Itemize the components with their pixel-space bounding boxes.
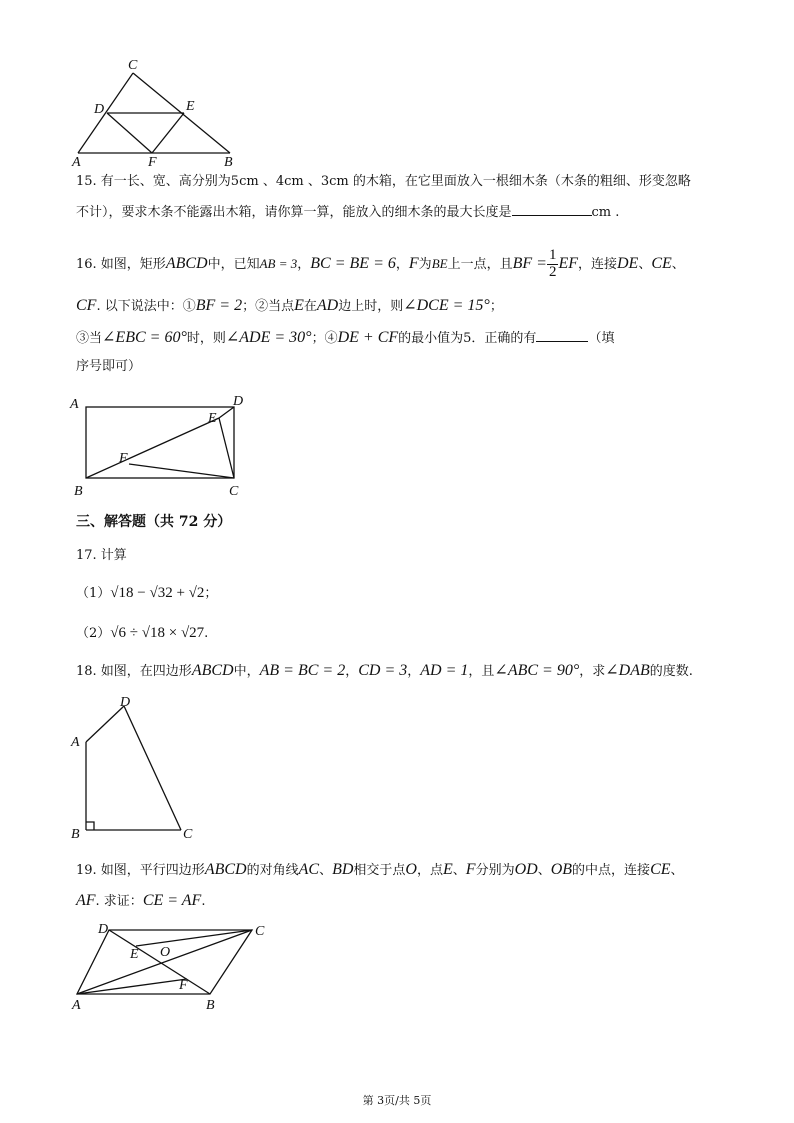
q19-line2: AF. 求证：CE = AF. [76, 892, 206, 909]
q15-line2 [76, 203, 619, 221]
svg-text:C: C [229, 484, 239, 499]
label-b: B [224, 155, 233, 170]
page-footer: 第 3页/共 5页 [362, 1094, 432, 1107]
svg-text:O: O [160, 945, 171, 960]
q16-line2: CF. 以下说法中：①BF = 2；②当点E在AD边上时，则∠DCE = 15°； [76, 297, 503, 314]
label-c: C [128, 58, 138, 73]
q15-unit: cm . [591, 205, 620, 220]
figure-quadrilateral-q18 [70, 690, 210, 850]
svg-text:B: B [74, 484, 83, 499]
figure-rectangle-q16 [70, 392, 260, 502]
label-e: E [186, 99, 195, 114]
svg-text:C: C [255, 924, 265, 939]
svg-text:B: B [71, 827, 80, 842]
svg-text:D: D [120, 695, 131, 710]
svg-text:F: F [179, 978, 188, 993]
fraction-half: $\frac{1}{2}$ [548, 247, 557, 280]
q19-line1: 19. 如图，平行四边形ABCD的对角线AC、BD相交于点O，点E、F分别为OD、OB的中点，连接CE、 [76, 861, 684, 878]
figure-parallelogram-q19 [70, 918, 270, 1018]
svg-text:E: E [208, 411, 217, 426]
svg-text:D: D [233, 394, 244, 409]
svg-text:A: A [71, 735, 80, 750]
svg-text:A: A [70, 397, 79, 412]
svg-text:F: F [119, 451, 128, 466]
figure-triangle-q14 [70, 56, 250, 172]
svg-text:B: B [206, 998, 215, 1013]
q16-answer-blank[interactable] [536, 329, 588, 342]
label-f: F [148, 155, 157, 170]
q17-part1: （1）√18 − √32 + √2； [76, 585, 218, 601]
q16-line1: 16. 如图，矩形ABCD中，已知AB = 3，BC = BE = 6，F为BE上一点，且BF = $\frac{1}{2}$ EF，连接DE、CE、 [76, 247, 685, 280]
q15-answer-blank[interactable] [512, 203, 592, 216]
q16-line4: 序号即可） [76, 359, 142, 374]
q17-title: 17. 计算 [76, 548, 127, 563]
q17-part2: （2）√6 ÷ √18 × √27. [76, 625, 209, 641]
label-a: A [72, 155, 81, 170]
svg-text:C: C [183, 827, 193, 842]
section-heading: 三、解答题（共 72 分） [76, 514, 232, 530]
label-d: D [94, 102, 105, 117]
q16-line3: ③当∠EBC = 60°时，则∠ADE = 30°；④DE + CF的最小值为5．正确的有 （填 [76, 329, 615, 346]
q15-text: 不计），要求木条不能露出木箱，请你算一算，能放入的细木条的最大长度是 [76, 205, 512, 220]
q15-line1: 15. 有一长、宽、高分别为5cm 、4cm 、3cm 的木箱，在它里面放入一根细木条（木条的粗细、形变忽略 [76, 174, 691, 189]
svg-text:D: D [98, 922, 109, 937]
svg-text:E: E [130, 947, 139, 962]
q18-line1: 18. 如图，在四边形ABCD中，AB = BC = 2，CD = 3，AD = 1，且∠ABC = 90°，求∠DAB的度数. [76, 662, 693, 679]
svg-text:A: A [72, 998, 81, 1013]
